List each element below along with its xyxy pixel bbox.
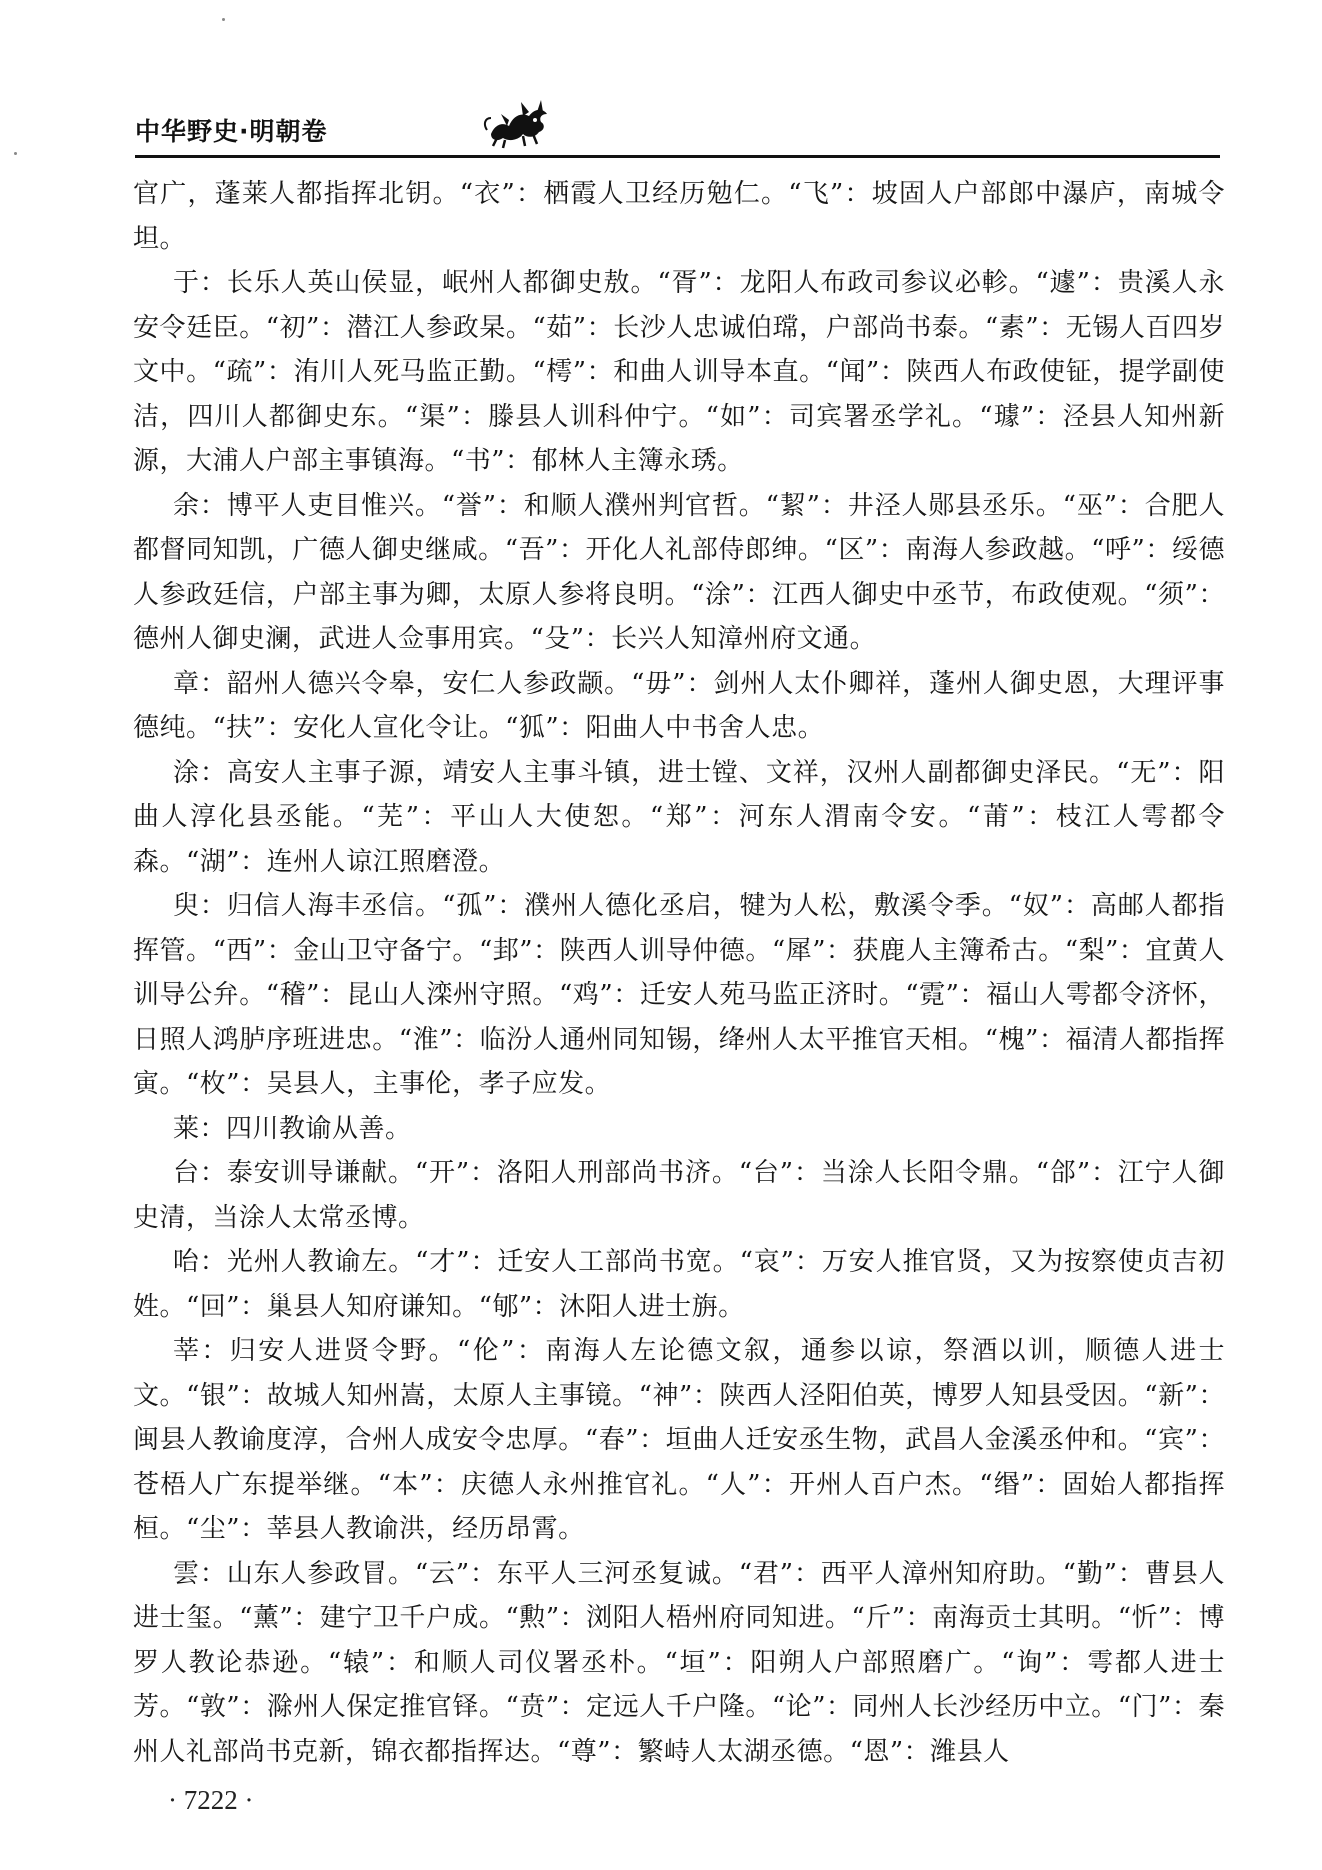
page-number: · 7222 ·	[168, 1785, 254, 1815]
paragraph: 雲：山东人参政冒。“云”：东平人三河丞复诚。“君”：西平人漳州知府助。“勤”：曹县人进士玺。“薰”：建宁卫千户成。“勲”：浏阳人梧州府同知进。“斤”：南海贡士其明。“忻”：博罗人教论恭逊。“辕”：和顺人司仪署丞朴。“垣”：阳朔人户部照磨广。“询”：雩都人进士芳。“敦”：滁州人保定推官铎。“贲”：定远人千户隆。“论”：同州人长沙经历中立。“门”：秦州人礼部尚书克新，锦衣都指挥达。“尊”：繁峙人太湖丞德。“恩”：潍县人	[133, 1558, 1225, 1767]
paragraph: 官广，蓬莱人都指挥北钥。“衣”：栖霞人卫经历勉仁。“飞”：坡固人户部郎中瀑庐，南城令坦。	[133, 179, 1225, 254]
header-rule	[135, 155, 1220, 158]
running-header	[135, 100, 1220, 160]
paragraph: 余：博平人吏目惟兴。“誉”：和顺人濮州判官哲。“絜”：井泾人郧县丞乐。“巫”：合肥人都督同知凯，广德人御史继咸。“吾”：开化人礼部侍郎绅。“区”：南海人参政越。“呼”：绥德人参政廷信，户部主事为卿，太原人参将良明。“涂”：江西人御史中丞节，布政使观。“须”：德州人御史澜，武进人佥事用宾。“殳”：长兴人知漳州府文通。	[133, 490, 1225, 654]
paragraph: 莱：四川教谕从善。	[173, 1113, 412, 1144]
book-title: 中华野史·明朝卷	[135, 117, 328, 146]
paragraph: 涂：高安人主事子源，靖安人主事斗镇，进士镗、文祥，汉州人副都御史泽民。“无”：阳曲人淳化县丞能。“芜”：平山人大使恕。“郑”：河东人渭南令安。“莆”：枝江人雩都令森。“湖”：连州人谅江照磨澄。	[133, 757, 1225, 877]
paragraph: 于：长乐人英山侯显，岷州人都御史敖。“胥”：龙阳人布政司参议必軫。“遽”：贵溪人永安令廷臣。“初”：潜江人参政杲。“茹”：长沙人忠诚伯瑺，户部尚书泰。“素”：无锡人百四岁文中。“疏”：洧川人死马监正勤。“樗”：和曲人训导本直。“闻”：陕西人布政使钲，提学副使洁，四川人都御史东。“渠”：滕县人训科仲宁。“如”：司宾署丞学礼。“璩”：泾县人知州新源，大浦人户部主事镇海。“书”：郁林人主簿永琇。	[133, 268, 1225, 476]
dragon-emblem-icon	[483, 94, 553, 150]
scan-speck	[14, 152, 17, 155]
paragraph: 章：韶州人德兴令皋，安仁人参政颛。“毋”：剑州人太仆卿祥，蓬州人御史恩，大理评事德纯。“扶”：安化人宣化令让。“狐”：阳曲人中书舍人忠。	[133, 668, 1225, 743]
scan-speck	[222, 18, 225, 21]
paragraph: 咍：光州人教谕左。“才”：迁安人工部尚书宽。“哀”：万安人推官贤，又为按察使贞吉初姓。“回”：巢县人知府谦知。“郇”：沐阳人进士旃。	[133, 1247, 1225, 1322]
paragraph: 台：泰安训导谦献。“开”：洛阳人刑部尚书济。“台”：当涂人长阳令鼎。“郃”：江宁人御史清，当涂人太常丞博。	[133, 1158, 1225, 1233]
paragraph: 莘：归安人进贤令野。“伦”：南海人左论德文叙，通参以谅，祭酒以训，顺德人进士文。“银”：故城人知州嵩，太原人主事镜。“神”：陕西人泾阳伯英，博罗人知县受因。“新”：闽县人教谕度淳，合州人成安令忠厚。“春”：垣曲人迁安丞生物，武昌人金溪丞仲和。“宾”：苍梧人广东提举继。“本”：庆德人永州推官礼。“人”：开州人百户杰。“缗”：固始人都指挥桓。“尘”：莘县人教谕洪，经历昂霄。	[133, 1336, 1225, 1544]
paragraph: 臾：归信人海丰丞信。“孤”：濮州人德化丞启，犍为人松，敷溪令季。“奴”：高邮人都指挥管。“西”：金山卫守备宁。“邽”：陕西人训导仲德。“犀”：获鹿人主簿希古。“梨”：宜黄人训导公弁。“稽”：昆山人滦州守照。“鸡”：迁安人苑马监正济时。“霓”：福山人雩都令济怀，日照人鸿胪序班进忠。“淮”：临汾人通州同知锡，绛州人太平推官天相。“槐”：福清人都指挥寅。“枚”：吴县人，主事伦，孝子应发。	[133, 891, 1225, 1099]
body-text	[133, 172, 1225, 1774]
